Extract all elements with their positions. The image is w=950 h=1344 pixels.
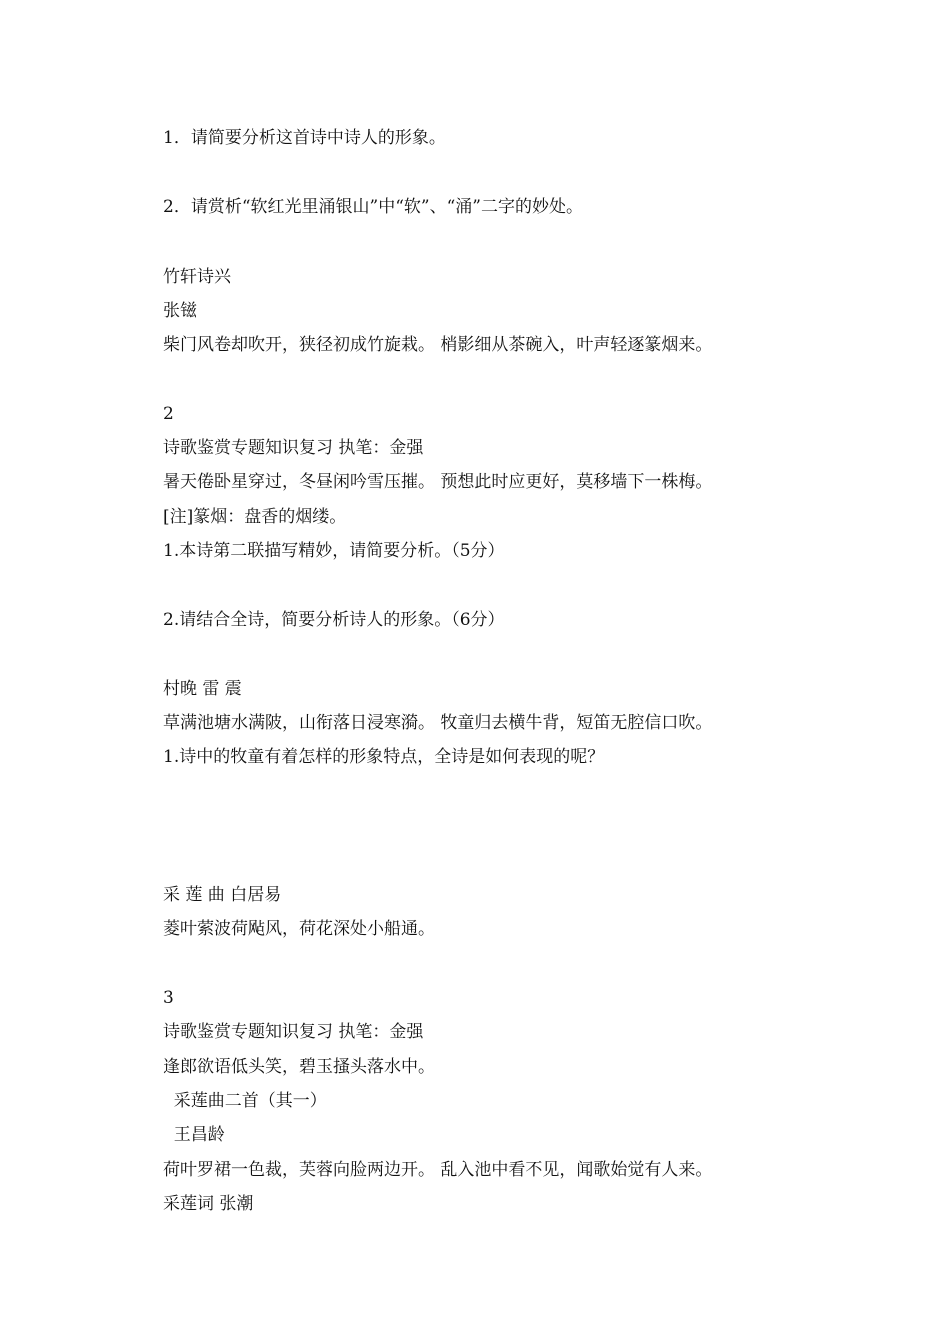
poem-title: 竹轩诗兴 <box>163 267 231 287</box>
poem-text: 草满池塘水满陂，山衔落日浸寒漪。 牧童归去横牛背，短笛无腔信口吹。 <box>163 713 713 733</box>
poem-text: 柴门风卷却吹开，狭径初成竹旋栽。 梢影细从茶碗入，叶声轻逐篆烟来。 <box>163 335 713 355</box>
poem-note: [注]篆烟：盘香的烟缕。 <box>163 507 347 527</box>
poem-text: 菱叶萦波荷飐风，荷花深处小船通。 <box>163 919 435 939</box>
question-line: 1.本诗第二联描写精妙，请简要分析。（5分） <box>163 541 505 561</box>
poem-title: 采莲词 张潮 <box>163 1194 254 1214</box>
poem-text: 暑天倦卧星穿过，冬昼闲吟雪压摧。 预想此时应更好，莫移墙下一株梅。 <box>163 472 713 492</box>
question-line: 2.请结合全诗，简要分析诗人的形象。（6分） <box>163 610 505 630</box>
question-line: 1.诗中的牧童有着怎样的形象特点，全诗是如何表现的呢？ <box>163 747 605 767</box>
poem-text: 逢郎欲语低头笑，碧玉搔头落水中。 <box>163 1057 435 1077</box>
poem-title: 采莲曲二首（其一） <box>163 1091 327 1111</box>
page-number: 2 <box>163 404 174 424</box>
poem-title: 采 莲 曲 白居易 <box>163 885 282 905</box>
page-header: 诗歌鉴赏专题知识复习 执笔：金强 <box>163 1022 424 1042</box>
poem-title: 村晚 雷 震 <box>163 679 242 699</box>
question-line: 1．请简要分析这首诗中诗人的形象。 <box>163 128 446 148</box>
poem-author: 王昌龄 <box>163 1125 225 1145</box>
page-number: 3 <box>163 988 174 1008</box>
page-header: 诗歌鉴赏专题知识复习 执笔：金强 <box>163 438 424 458</box>
poem-text: 荷叶罗裙一色裁，芙蓉向脸两边开。 乱入池中看不见，闻歌始觉有人来。 <box>163 1160 713 1180</box>
poem-author: 张镃 <box>163 301 197 321</box>
question-line: 2．请赏析“软红光里涌银山”中“软”、“涌”二字的妙处。 <box>163 197 583 217</box>
